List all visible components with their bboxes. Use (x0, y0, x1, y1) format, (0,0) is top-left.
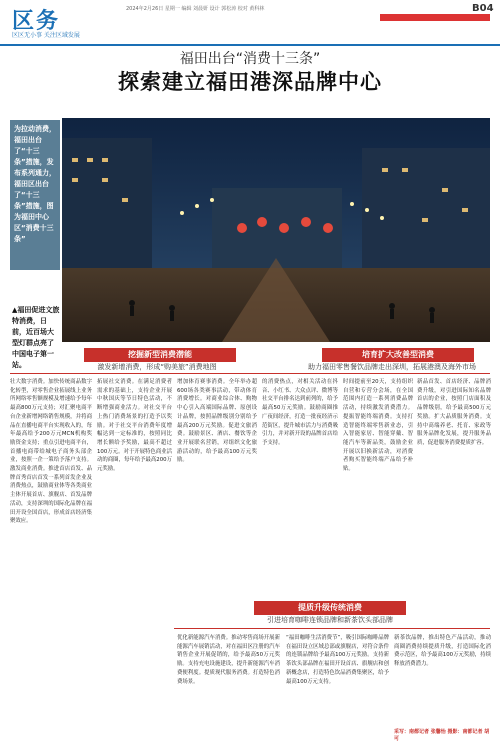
section-rule-1 (10, 373, 490, 374)
side-caption-1: 为拉动消费，福田出台了“十三条”措施，发布系列通力，福田区出台了“十三条”措施，图为福田中心区“消费十三条” (14, 125, 56, 243)
article-column-8: “福田咖啡生活消费节”，吸引国际咖啡品牌在福田设立区域总部或旗舰店，对符合条件的连锁品牌给予最高100万元奖励。支持新茶饮头部品牌在福田开设首店、旗舰店和创新概念店，打造特色饮品消费集聚区，给予最高100万元支持。 (286, 635, 389, 685)
section-banner-1: 挖掘新型消费潜能 (84, 348, 236, 362)
editor-tag-bar (380, 14, 490, 21)
section-sub-2: 助力福田零售餐饮品牌走出深圳，拓展港澳及海外市场 (308, 363, 476, 371)
byline: 采写：南都记者 张馨怡 摄影：南都记者 胡可 (394, 729, 490, 742)
article-column-2: 拓展社交消费。在满足消费者需求的基础上，支持企业开展中秋国庆等节日特色活动，不断增强商业活力。对社交平台上热门消费场景的打造予以奖励。对于社交平台消费年度增幅达到一定标准的，按照同比增长额给予奖励，最高不超过100万元。对于开展特色商业活动的商圈，每年给予最高200万元奖励。 (97, 379, 172, 473)
section-subtitle: 区区无小事 关注区域发展 (12, 32, 80, 39)
article-column-3: 增加体育赛事消费。全年举办超600场各类赛事活动，带动体育消费增长。对商业综合体、购物中心引入高端国际品牌、原创设计品牌，按照品牌级别分别给予最高200万元奖励。促进文旅消费。鼓励景区、酒店、餐饮等企业开展联名营销，对组织文化旅游活动的，给予最高100万元奖励。 (177, 379, 257, 464)
section-title: 区务 (12, 9, 61, 34)
section-banner-2: 培育扩大改善型消费 (322, 348, 474, 362)
news-photo (62, 118, 490, 342)
headline: 探索建立福田港深品牌中心 (118, 70, 382, 94)
article-column-4: 的消费热点，对相关活动在抖音、小红书、大众点评、微博等社交平台排名达到前列的，给予最高50万元奖励。鼓励商圈推广夜间经济，打造一批夜经济示范街区，提升城市活力与消费吸引力，并对新开设的品牌首店给予支持。 (262, 379, 338, 446)
section-rule-2 (174, 628, 490, 629)
section-sub-1: 激发新增消费，形成“购美旅”消费地图 (97, 363, 217, 371)
article-column-5: 时间提前至20天，支持组织自营和专营分会场，在全国范围内打造一系列消费品牌活动，持续激发消费潜力。提振智能终端消费。支持打造智能终端零售新业态，引入智能家居、智能穿戴、智能汽车等新品类，鼓励企业开展以旧换新活动，对消费者购买智能终端产品给予补贴。 (343, 379, 413, 473)
night-street-illustration (62, 118, 490, 342)
section-banner-3: 提质升级传统消费 (254, 601, 406, 615)
article-column-9: 新茶饮品牌，推出特色产品活动，推动商圈消费持续提质升级，打造国际化消费示范区，给予最高100万元奖励，持续释放消费潜力。 (394, 635, 491, 668)
page-number: B04 (472, 3, 494, 14)
article-column-1: 壮大数字消费。加快传统商品数字化转型，对零售企业拓展线上业务所网络零售额规模及增速给予每年最高800万元支持；对汇聚电商平台企业新增网络销售规模，并将商品在直播电商平台实现收入的，每年最高给予200万元MCN机构奖励资金支持；重点引进电商平台，首播电商带给城电子商务头部企业，按照一企一策给予落户支持。激发商业消费。推进首店首发、品牌首秀首店首发一系列首发企业及消费热点，鼓励商业体等各类商业主体开展首店、旗舰店、首发品牌活动，支持深圳的国际化品牌在福田开设全国首店，形成首店经济集聚效应。 (10, 379, 92, 525)
headline-kicker: 福田出台“消费十三条” (179, 51, 321, 67)
section-sub-3: 引进培育咖啡连锁品牌和新茶饮头部品牌 (267, 616, 393, 624)
issue-line: 2024年2月26日 星期一 编辑 刘晨妍 设计 郭松涛 校对 黄科林 (126, 6, 265, 12)
side-caption-2: ▲福田促进文旅特消费，日前，近百场大型灯群点亮了中国电子第一站。 (12, 306, 60, 369)
masthead-rule (0, 44, 500, 46)
article-column-6: 新品首发、首店经济、品牌消费升级，对引进国际知名品牌首店的企业，按照门店面积及品牌级别，给予最高500万元奖励。扩大品质服务消费。支持中高端养老、托育、家政等服务品牌化发展，提升服务品质，促进服务消费提质扩容。 (417, 379, 491, 446)
article-column-7: 优化新能源汽车消费。推动零售商场开展新能源汽车展销活动，对在福田区注册的汽车销售企业开展促销的，给予最高50万元奖励。支持充电设施建设，提升新能源汽车消费便利度。提质现代服务消费。打造特色消费场景。 (177, 635, 280, 685)
